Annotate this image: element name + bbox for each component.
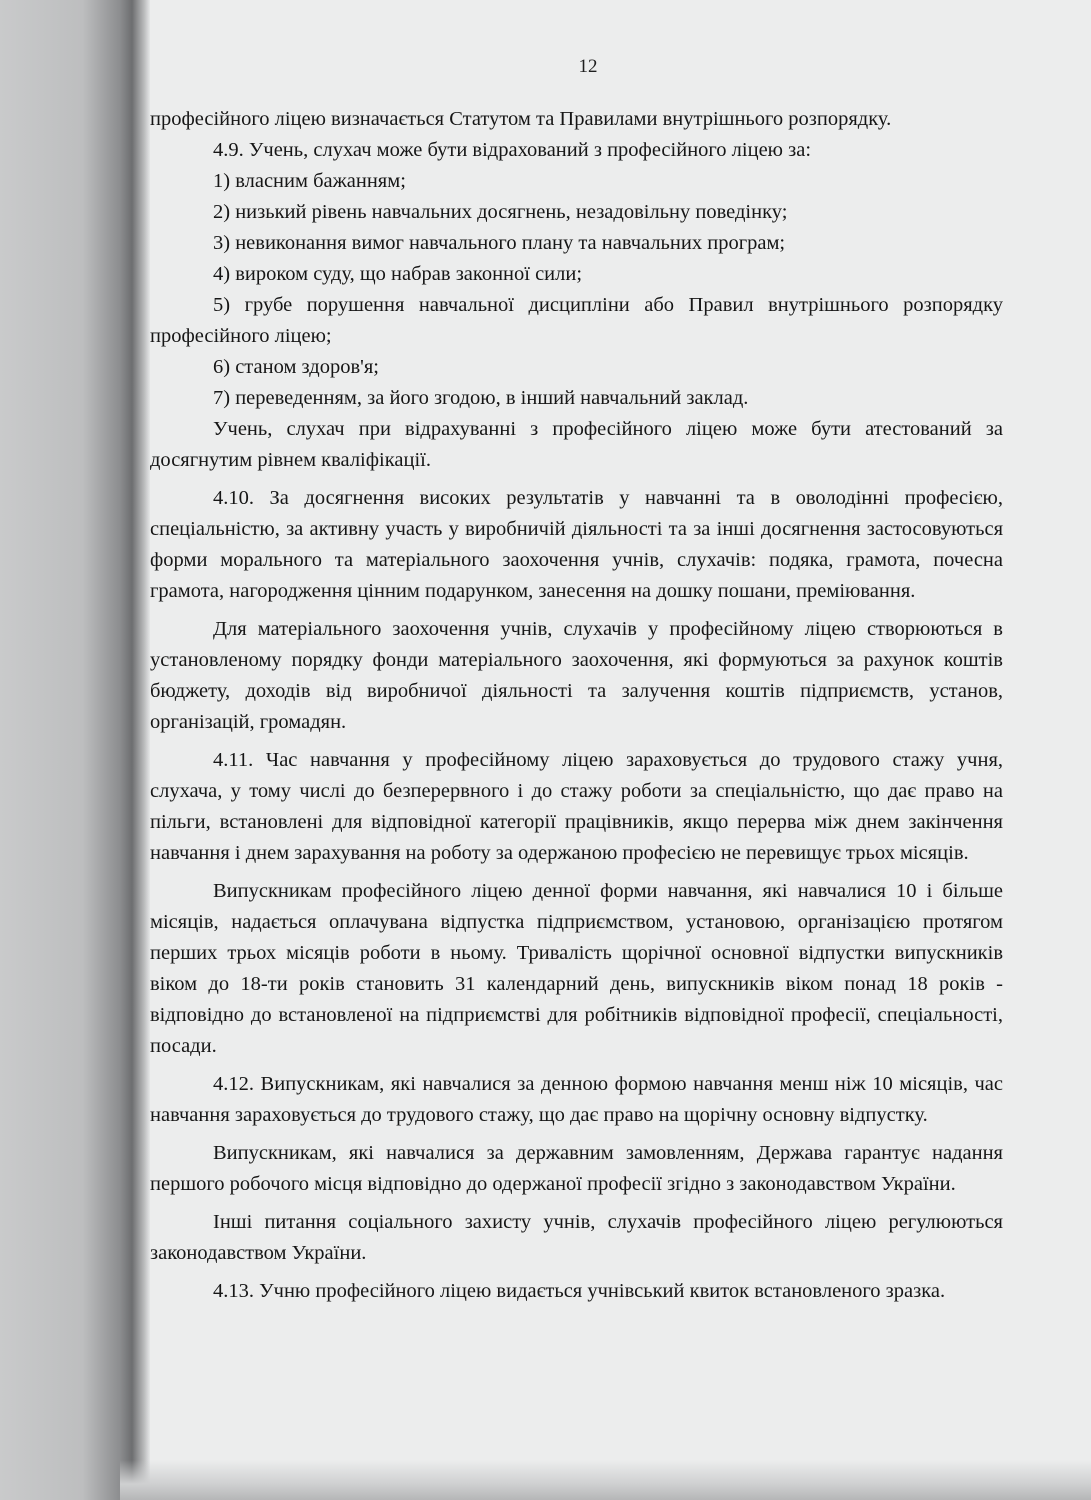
document-page	[150, 0, 1091, 1500]
scan-binding-shadow	[0, 0, 150, 1500]
section-4-12: 4.12. Випускникам, які навчалися за денною формою навчання менш ніж 10 місяців, час навчання зараховується до трудового стажу, що дає право на щорічну основну відпустку.	[150, 1073, 1003, 1126]
list-item: 2) низький рівень навчальних досягнень, незадовільну поведінку;	[213, 201, 788, 223]
paragraph-continuation: професійного ліцею визначається Статутом та Правилами внутрішнього розпорядку.	[150, 108, 892, 130]
paragraph: Учень, слухач при відрахуванні з професійного ліцею може бути атестований за досягнутим рівнем кваліфікації.	[150, 418, 1003, 471]
list-item: 5) грубе порушення навчальної дисципліни або Правил внутрішнього розпорядку професійного ліцею;	[150, 294, 1003, 347]
list-item: 7) переведенням, за його згодою, в інший навчальний заклад.	[213, 387, 749, 409]
list-item: 3) невиконання вимог навчального плану та навчальних програм;	[213, 232, 786, 254]
list-item: 6) станом здоров'я;	[213, 356, 379, 378]
section-4-13: 4.13. Учню професійного ліцею видається учнівський квиток встановленого зразка.	[213, 1280, 946, 1302]
scan-bottom-edge	[120, 1460, 1091, 1500]
document-body	[150, 104, 1003, 1307]
list-item: 1) власним бажанням;	[213, 170, 406, 192]
section-4-10: 4.10. За досягнення високих результатів у навчанні та в оволодінні професією, спеціальністю, за активну участь у виробничій діяльності та за інші досягнення застосовуються форми морального та матеріального заохочення учнів, слухачів: подяка, грамота, почесна грамота, нагородження цінним подарунком, занесення на дошку пошани, преміювання.	[150, 487, 1003, 602]
paragraph: Інші питання соціального захисту учнів, слухачів професійного ліцею регулюються законодавством України.	[150, 1211, 1003, 1264]
paragraph: Випускникам професійного ліцею денної форми навчання, які навчалися 10 і більше місяців, надається оплачувана відпустка підприємством, установою, організацією протягом перших трьох місяців роботи в ньому. Тривалість щорічної основної відпустки випускників віком до 18-ти років становить 31 календарний день, випускників віком понад 18 років - відповідно до встановленої на підприємстві для робітників відповідної професії, спеціальності, посади.	[150, 880, 1003, 1057]
page-number: 12	[578, 56, 598, 77]
paragraph: Для матеріального заохочення учнів, слухачів у професійному ліцею створюються в установленому порядку фонди матеріального заохочення, які формуються за рахунок коштів бюджету, доходів від виробничої діяльності та залучення коштів підприємств, установ, організацій, громадян.	[150, 618, 1003, 733]
list-item: 4) вироком суду, що набрав законної сили;	[213, 263, 583, 285]
paragraph: Випускникам, які навчалися за державним замовленням, Держава гарантує надання першого робочого місця відповідно до одержаної професії згідно з законодавством України.	[150, 1142, 1003, 1195]
section-4-9: 4.9. Учень, слухач може бути відрахований з професійного ліцею за:	[213, 139, 812, 161]
section-4-11: 4.11. Час навчання у професійному ліцею зараховується до трудового стажу учня, слухача, у тому числі до безперервного і до стажу роботи за спеціальністю, що дає право на пільги, встановлені для відповідної категорії працівників, якщо перерва між днем закінчення навчання і днем зарахування на роботу за одержаною професією не перевищує трьох місяців.	[150, 749, 1003, 864]
